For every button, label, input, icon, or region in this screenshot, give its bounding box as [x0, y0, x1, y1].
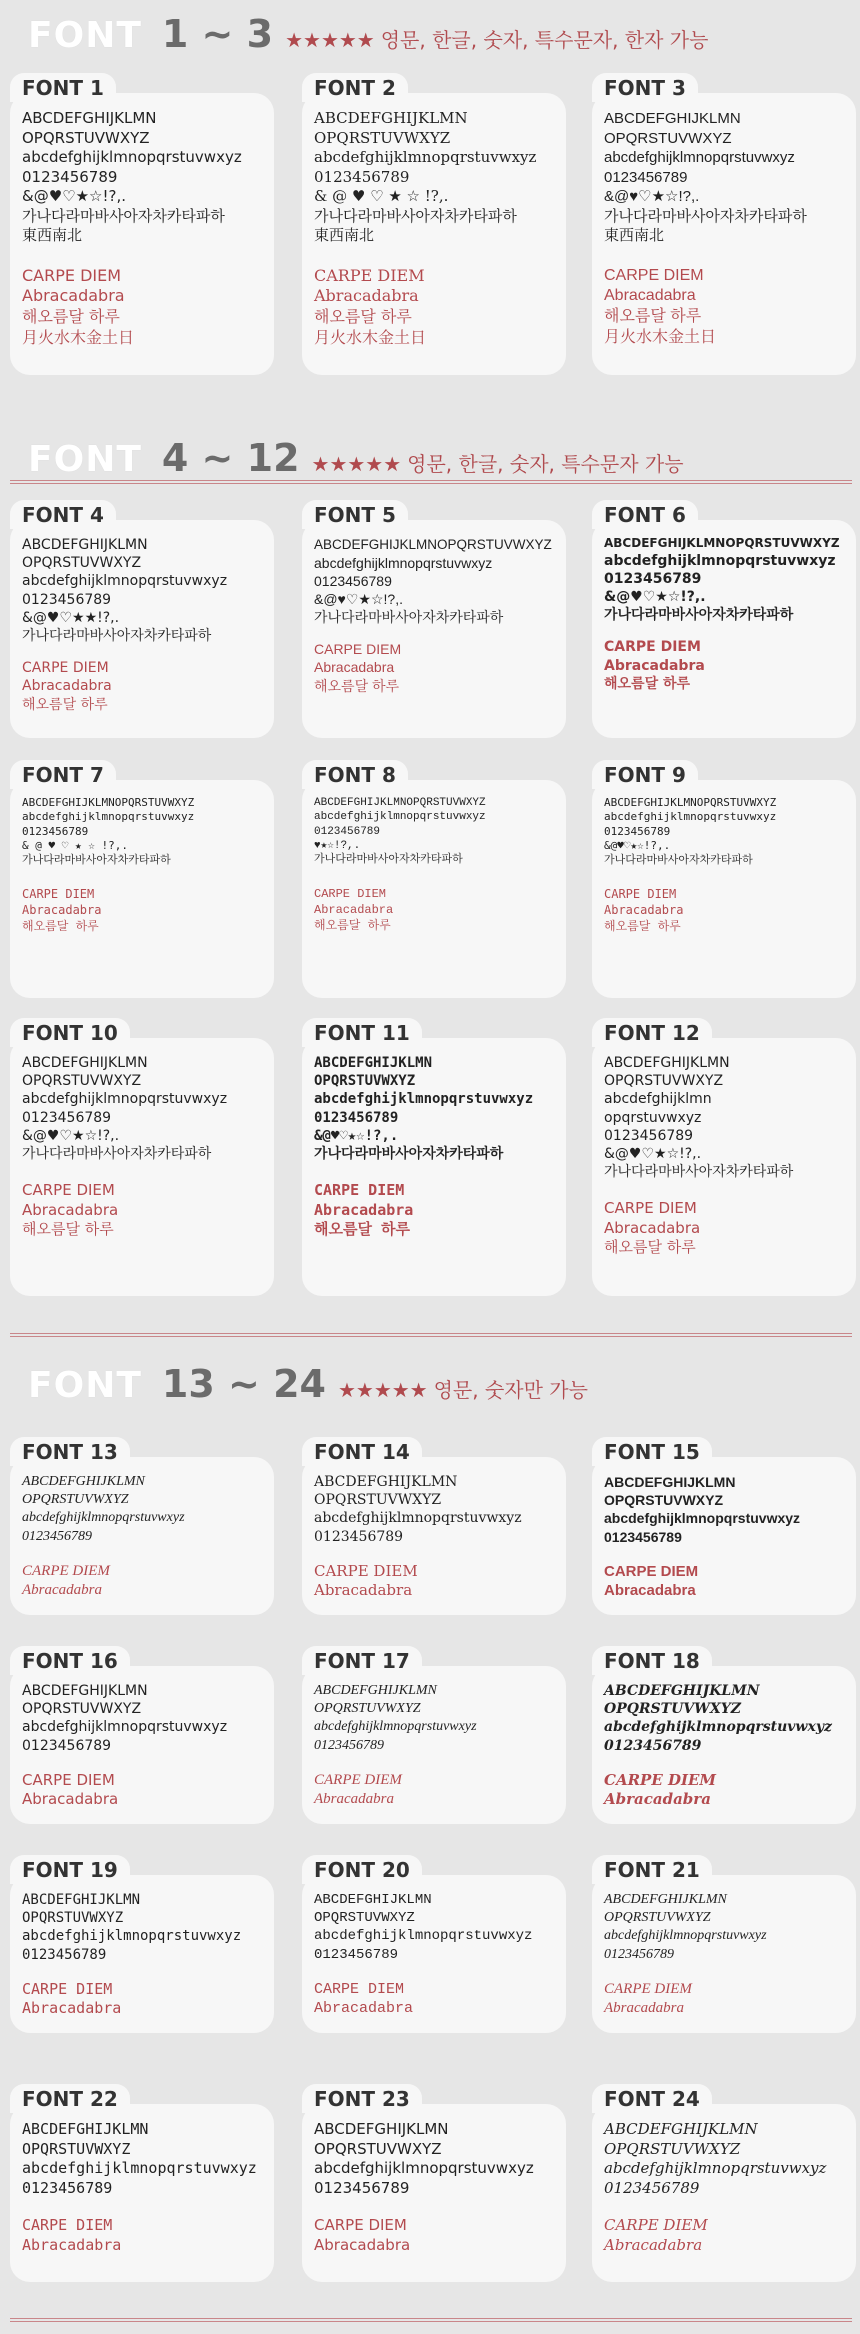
red-sample-line: 月火水木金土日	[604, 328, 717, 346]
sample-line: ABCDEFGHIJKLMN	[22, 1055, 148, 1071]
sample-line: abcdefghijklmnopqrstuvwxyz	[314, 1510, 522, 1527]
font-card-body	[10, 93, 274, 349]
sample-line: 0123456789	[314, 1946, 399, 1963]
sample-line: 0123456789	[314, 1109, 399, 1126]
sample-line: abcdefghijklmnopqrstuvwxyz	[604, 1510, 801, 1527]
red-sample-line: CARPE DIEM	[314, 2216, 407, 2234]
red-sample-line: CARPE DIEM	[22, 1562, 110, 1579]
sample-line: opqrstuvwxyz	[604, 1109, 702, 1126]
font-card	[10, 763, 274, 998]
red-sample-line: Abracadabra	[314, 659, 395, 676]
font-card-body	[10, 780, 274, 934]
red-sample-line: Abracadabra	[22, 2235, 122, 2254]
sample-line: abcdefghijklmnopqrstuvwxyz	[22, 2159, 257, 2177]
red-sample-line: 해오름달 하루	[22, 918, 99, 933]
font-card	[302, 1649, 566, 1824]
sample-line: 0123456789	[604, 1127, 694, 1144]
sample-line: abcdefghijklmnopqrstuvwxyz	[604, 2159, 827, 2177]
font-card-body	[302, 1457, 566, 1601]
sample-line: 0123456789	[604, 824, 671, 838]
sample-line: abcdefghijklmnopqrstuvwxyz	[22, 1091, 228, 1108]
sample-line: ♥★☆!?,.	[314, 839, 361, 852]
font-card-label: FONT 11	[302, 1018, 422, 1047]
spacer	[314, 1546, 558, 1562]
sample-line: abcdefghijklmnopqrstuvwxyz	[314, 148, 537, 166]
red-sample-line: CARPE DIEM	[314, 641, 402, 658]
font-card	[592, 1021, 856, 1296]
red-sample-line: Abracadabra	[22, 286, 125, 306]
font-card-label: FONT 10	[10, 1018, 130, 1047]
sample-line: 가나다라마바사아자차카타파하	[22, 627, 212, 644]
section-note-text: 영문, 한글, 숫자, 특수문자 가능	[407, 452, 684, 476]
sample-line: abcdefghijklmnopqrstuvwxyz	[604, 1719, 832, 1736]
font-card-body	[592, 93, 856, 349]
section-divider	[10, 1333, 852, 1337]
sample-line: ABCDEFGHIJKLMN	[604, 1892, 727, 1907]
spacer	[22, 645, 266, 659]
font-card-label: FONT 21	[592, 1855, 712, 1884]
font-card	[592, 763, 856, 998]
sample-line: ABCDEFGHIJKLMNOPQRSTUVWXYZ	[22, 796, 195, 809]
spacer	[22, 2198, 266, 2216]
sample-line: &@♥♡★☆!?,.	[604, 188, 700, 205]
spacer	[604, 624, 848, 638]
section-range: 1 ~ 3	[161, 12, 274, 56]
sample-line: OPQRSTUVWXYZ	[22, 1492, 129, 1508]
sample-line: OPQRSTUVWXYZ	[314, 1073, 416, 1090]
font-card-label: FONT 5	[302, 500, 408, 529]
font-card-label: FONT 7	[10, 760, 116, 789]
sample-line: 가나다라마바사아자차카타파하	[22, 206, 225, 225]
sample-line: ABCDEFGHIJKLMN	[22, 2120, 149, 2138]
section-header-4-12	[28, 436, 684, 480]
red-sample-line: Abracadabra	[314, 286, 419, 306]
sample-line: ABCDEFGHIJKLMN	[604, 1055, 730, 1071]
font-card-label: FONT 9	[592, 760, 698, 789]
sample-line: OPQRSTUVWXYZ	[314, 2139, 442, 2158]
sample-line: abcdefghijklmnopqrstuvwxyz	[314, 1719, 477, 1735]
sample-line: OPQRSTUVWXYZ	[22, 555, 142, 572]
font-card	[302, 763, 566, 998]
font-card	[302, 1021, 566, 1296]
font-card-label: FONT 1	[10, 73, 116, 102]
font-card-body	[10, 2104, 274, 2255]
red-sample-line: CARPE DIEM	[604, 266, 704, 284]
sample-line: abcdefghijklmnopqrstuvwxyz	[604, 149, 795, 166]
font-card-body	[10, 520, 274, 714]
red-sample-line: Abracadabra	[22, 678, 112, 695]
sample-line: ABCDEFGHIJKLMNOPQRSTUVWXYZ	[314, 537, 552, 552]
red-sample-line: Abracadabra	[604, 1218, 701, 1237]
spacer	[604, 2198, 848, 2216]
sample-line: 가나다라마바사아자차카타파하	[604, 207, 807, 225]
red-sample-line: 해오름달 하루	[314, 1220, 410, 1239]
spacer	[604, 1755, 848, 1771]
red-sample-line: Abracadabra	[22, 1999, 122, 2018]
sample-line: abcdefghijklmnopqrstuvwxyz	[314, 554, 493, 571]
sample-line: ABCDEFGHIJKLMNOPQRSTUVWXYZ	[604, 796, 777, 809]
spacer	[22, 1163, 266, 1181]
font-card-body	[302, 1666, 566, 1810]
font-card	[10, 1649, 274, 1824]
font-card	[10, 1021, 274, 1296]
section-font-word: FONT	[28, 15, 142, 56]
font-card-label: FONT 8	[302, 760, 408, 789]
font-card-body	[302, 1875, 566, 2019]
sample-line: abcdefghijklmnopqrstuvwxyz	[604, 1928, 767, 1944]
font-card-label: FONT 13	[10, 1437, 130, 1466]
red-sample-line: 해오름달 하루	[314, 677, 400, 694]
spacer	[314, 867, 558, 887]
sample-line: ABCDEFGHIJKLMN	[22, 109, 157, 127]
font-card-label: FONT 6	[592, 500, 698, 529]
sample-line: 0123456789	[314, 825, 381, 838]
sample-line: 東西南北	[604, 227, 665, 244]
font-card-label: FONT 16	[10, 1646, 130, 1675]
red-sample-line: 해오름달 하루	[604, 918, 681, 933]
sample-line: OPQRSTUVWXYZ	[22, 2139, 131, 2158]
sample-line: 가나다라마바사아자차카타파하	[604, 853, 753, 867]
font-card-body	[10, 1875, 274, 2019]
red-sample-line: 해오름달 하루	[604, 675, 691, 692]
sample-line: OPQRSTUVWXYZ	[604, 129, 732, 147]
section-range: 13 ~ 24	[161, 1362, 326, 1406]
red-sample-line: Abracadabra	[314, 1791, 394, 1808]
spacer	[22, 1964, 266, 1980]
sample-line: abcdefghijklmnopqrstuvwxyz	[22, 148, 242, 166]
font-card-body	[302, 1038, 566, 1240]
font-card-label: FONT 12	[592, 1018, 712, 1047]
font-card-label: FONT 22	[10, 2084, 130, 2113]
sample-line: abcdefghijklmnopqrstuvwxyz	[22, 1928, 242, 1945]
sample-line: OPQRSTUVWXYZ	[314, 1701, 421, 1717]
sample-line: & @ ♥ ♡ ★ ☆ !?,.	[314, 187, 449, 205]
red-sample-line: CARPE DIEM	[22, 1181, 115, 1200]
sample-line: ABCDEFGHIJKLMN	[604, 1683, 760, 1699]
font-card	[302, 2087, 566, 2282]
sample-line: OPQRSTUVWXYZ	[22, 1701, 142, 1718]
red-sample-line: CARPE DIEM	[314, 1561, 418, 1580]
font-card-body	[10, 1457, 274, 1601]
red-sample-line: Abracadabra	[22, 1790, 119, 1809]
sample-line: &@♥♡★☆!?,.	[22, 1127, 120, 1144]
red-sample-line: 月火水木金土日	[314, 327, 427, 347]
sample-line: OPQRSTUVWXYZ	[22, 128, 150, 147]
sample-line: ABCDEFGHIJKLMN	[604, 110, 741, 127]
sample-line: abcdefghijklmnopqrstuvwxyz	[314, 1091, 534, 1108]
font-card	[10, 503, 274, 738]
spacer	[604, 1964, 848, 1980]
sample-line: OPQRSTUVWXYZ	[22, 1910, 124, 1927]
sample-line: 가나다라마바사아자차카타파하	[314, 609, 504, 626]
sample-line: abcdefghijklmnopqrstuvwxyz	[314, 811, 486, 824]
sample-line: ABCDEFGHIJKLMN	[314, 1683, 437, 1698]
font-card-label: FONT 24	[592, 2084, 712, 2113]
sample-line: ABCDEFGHIJKLMN	[604, 2120, 758, 2138]
red-sample-line: CARPE DIEM	[314, 1181, 405, 1200]
sample-line: abcdefghijklmn	[604, 1091, 712, 1108]
sample-line: &@♥♡★☆!?,.	[604, 838, 671, 852]
sample-line: ABCDEFGHIJKLMN	[604, 1474, 736, 1490]
font-card-body	[592, 2104, 856, 2255]
stars-icon: ★★★★★	[337, 1378, 428, 1402]
sample-line: ABCDEFGHIJKLMN	[314, 1892, 432, 1908]
spacer	[604, 246, 848, 266]
sample-line: 가나다라마바사아자차카타파하	[314, 854, 463, 867]
sample-line: ABCDEFGHIJKLMN	[22, 1683, 148, 1699]
red-sample-line: CARPE DIEM	[22, 265, 122, 285]
red-sample-line: Abracadabra	[604, 2000, 684, 2017]
sample-line: abcdefghijklmnopqrstuvwxyz	[314, 2159, 534, 2177]
red-sample-line: 해오름달 하루	[604, 1238, 696, 1257]
sample-line: abcdefghijklmnopqrstuvwxyz	[22, 573, 228, 590]
spacer	[22, 867, 266, 887]
font-card-body	[592, 1666, 856, 1810]
red-sample-line: 해오름달 하루	[314, 307, 412, 327]
sample-line: OPQRSTUVWXYZ	[604, 2139, 741, 2158]
sample-line: 0123456789	[314, 572, 392, 589]
sample-line: OPQRSTUVWXYZ	[22, 1073, 142, 1090]
sample-line: 0123456789	[22, 1946, 107, 1963]
font-card-body	[592, 520, 856, 693]
sample-line: 가나다라마바사아자차카타파하	[314, 206, 517, 225]
section-font-word: FONT	[28, 439, 142, 480]
font-card-label: FONT 23	[302, 2084, 422, 2113]
section-note	[285, 24, 708, 53]
font-card	[10, 1440, 274, 1615]
red-sample-line: CARPE DIEM	[22, 1770, 115, 1789]
sample-line: 0123456789	[314, 2178, 410, 2197]
font-card	[10, 76, 274, 375]
section-divider	[10, 2318, 852, 2322]
font-card-label: FONT 4	[10, 500, 116, 529]
sample-line: 0123456789	[604, 168, 688, 186]
sample-line: &@♥♡★★!?,.	[22, 609, 120, 626]
section-note-text: 영문, 한글, 숫자, 특수문자, 한자 가능	[380, 28, 709, 52]
font-card	[592, 1649, 856, 1824]
sample-line: ABCDEFGHIJKLMN	[22, 537, 148, 553]
spacer	[22, 1546, 266, 1562]
red-sample-line: CARPE DIEM	[604, 1562, 699, 1580]
font-card-body	[10, 1666, 274, 1810]
sample-line: 가나다라마바사아자차카타파하	[604, 1164, 794, 1181]
spacer	[314, 2198, 558, 2216]
red-sample-line: Abracadabra	[604, 2235, 703, 2254]
font-card	[592, 503, 856, 738]
font-card	[10, 2087, 274, 2282]
sample-line: OPQRSTUVWXYZ	[604, 1701, 741, 1718]
sample-line: 가나다라마바사아자차카타파하	[314, 1145, 504, 1162]
red-sample-line: CARPE DIEM	[604, 1770, 717, 1789]
sample-line: 0123456789	[604, 570, 702, 587]
red-sample-line: Abracadabra	[604, 657, 705, 674]
red-sample-line: Abracadabra	[314, 2000, 414, 2018]
section-note-text: 영문, 숫자만 가능	[433, 1378, 588, 1402]
sample-line: 0123456789	[22, 591, 112, 608]
font-card-label: FONT 20	[302, 1855, 422, 1884]
font-card-label: FONT 15	[592, 1437, 712, 1466]
red-sample-line: Abracadabra	[314, 2235, 411, 2254]
red-sample-line: CARPE DIEM	[314, 1771, 402, 1788]
font-card	[302, 1440, 566, 1615]
red-sample-line: CARPE DIEM	[22, 2216, 113, 2234]
sample-line: ABCDEFGHIJKLMN	[22, 1474, 145, 1489]
sample-line: abcdefghijklmnopqrstuvwxyz	[604, 810, 777, 824]
font-card	[302, 76, 566, 375]
red-sample-line: CARPE DIEM	[604, 1199, 697, 1218]
font-card-label: FONT 3	[592, 73, 698, 102]
font-card-body	[302, 780, 566, 934]
stars-icon: ★★★★★	[285, 28, 375, 52]
sample-line: 0123456789	[604, 1737, 702, 1754]
font-card-label: FONT 18	[592, 1646, 712, 1675]
sample-line: ABCDEFGHIJKLMNOPQRSTUVWXYZ	[314, 797, 486, 809]
font-card-body	[302, 2104, 566, 2255]
sample-line: 0123456789	[22, 1737, 112, 1754]
sample-line: 0123456789	[22, 1528, 92, 1544]
red-sample-line: 해오름달 하루	[22, 307, 120, 327]
sample-line: abcdefghijklmnopqrstuvwxyz	[22, 1719, 228, 1736]
sample-line: ABCDEFGHIJKLMN	[22, 1892, 141, 1908]
spacer	[314, 1755, 558, 1771]
sample-line: 가나다라마바사아자차카타파하	[22, 1145, 212, 1162]
sample-line: 0123456789	[604, 2178, 700, 2197]
red-sample-line: 해오름달 하루	[604, 308, 702, 326]
sample-line: 東西南北	[314, 226, 375, 244]
font-card	[302, 1858, 566, 2033]
font-card	[592, 76, 856, 375]
font-card	[592, 2087, 856, 2282]
font-card-body	[592, 1457, 856, 1601]
font-card-body	[10, 1038, 274, 1240]
sample-line: OPQRSTUVWXYZ	[314, 1910, 415, 1927]
red-sample-line: Abracadabra	[314, 1200, 414, 1219]
red-sample-line: CARPE DIEM	[314, 1980, 405, 1998]
sample-line: 0123456789	[314, 1737, 384, 1753]
red-sample-line: Abracadabra	[604, 903, 684, 918]
spacer	[22, 1755, 266, 1771]
red-sample-line: CARPE DIEM	[22, 660, 109, 677]
sample-line: abcdefghijklmnopqrstuvwxyz	[22, 1510, 185, 1526]
section-divider	[10, 480, 852, 484]
font-card-label: FONT 17	[302, 1646, 422, 1675]
font-card-label: FONT 2	[302, 73, 408, 102]
spacer	[314, 1964, 558, 1980]
red-sample-line: Abracadabra	[604, 1790, 711, 1809]
sample-line: ABCDEFGHIJKLMN	[314, 1474, 458, 1490]
red-sample-line: 月火水木金土日	[22, 327, 135, 347]
font-card-body	[592, 1038, 856, 1258]
sample-line: & @ ♥ ♡ ★ ☆ !?,.	[22, 838, 128, 852]
section-range: 4 ~ 12	[161, 436, 300, 480]
font-card	[592, 1858, 856, 2033]
font-card-label: FONT 19	[10, 1855, 130, 1884]
sample-line: ABCDEFGHIJKLMN	[314, 2120, 449, 2138]
red-sample-line: Abracadabra	[604, 1582, 696, 1600]
red-sample-line: 해오름달 하루	[22, 1220, 114, 1239]
stars-icon: ★★★★★	[311, 452, 402, 476]
sample-line: 가나다라마바사아자차카타파하	[22, 853, 171, 867]
font-card-body	[592, 1875, 856, 2019]
sample-line: abcdefghijklmnopqrstuvwxyz	[22, 810, 195, 824]
red-sample-line: CARPE DIEM	[314, 887, 387, 902]
font-card-body	[302, 520, 566, 695]
sample-line: 0123456789	[22, 167, 118, 186]
sample-line: 東西南北	[22, 226, 83, 244]
red-sample-line: Abracadabra	[22, 1200, 119, 1219]
red-sample-line: CARPE DIEM	[604, 887, 677, 902]
section-note	[338, 1374, 588, 1403]
sample-line: 0123456789	[22, 1109, 112, 1126]
red-sample-line: CARPE DIEM	[604, 639, 701, 656]
sample-line: 0123456789	[604, 1528, 682, 1545]
font-card	[302, 503, 566, 738]
sample-line: &@♥♡★☆!?,.	[314, 590, 403, 607]
sample-line: &@♥♡★☆!?,.	[604, 588, 706, 605]
sample-line: 가나다라마바사아자차카타파하	[604, 607, 794, 624]
red-sample-line: Abracadabra	[604, 287, 696, 305]
red-sample-line: CARPE DIEM	[22, 1979, 113, 1998]
spacer	[22, 246, 266, 266]
font-card-body	[592, 780, 856, 934]
sample-line: OPQRSTUVWXYZ	[604, 1073, 724, 1090]
red-sample-line: CARPE DIEM	[314, 265, 425, 285]
sample-line: 0123456789	[314, 167, 410, 186]
red-sample-line: 해오름달 하루	[314, 918, 391, 933]
font-card-body	[302, 93, 566, 349]
sample-line: ABCDEFGHIJKLMN	[314, 1055, 433, 1071]
spacer	[604, 867, 848, 887]
font-card	[592, 1440, 856, 1615]
spacer	[314, 626, 558, 640]
red-sample-line: CARPE DIEM	[604, 1980, 692, 1997]
sample-line: 0123456789	[22, 2178, 113, 2197]
red-sample-line: Abracadabra	[314, 903, 394, 918]
font-card-label: FONT 14	[302, 1437, 422, 1466]
sample-line: abcdefghijklmnopqrstuvwxyz	[314, 1928, 533, 1945]
font-card	[10, 1858, 274, 2033]
sample-line: abcdefghijklmnopqrstuvwxyz	[604, 552, 836, 569]
sample-line: 0123456789	[604, 1946, 674, 1962]
spacer	[314, 246, 558, 266]
sample-line: OPQRSTUVWXYZ	[604, 1910, 711, 1926]
red-sample-line: Abracadabra	[22, 903, 102, 918]
spacer	[314, 1163, 558, 1181]
section-note	[312, 448, 684, 477]
sample-line: ABCDEFGHIJKLMNOPQRSTUVWXYZ	[604, 536, 840, 550]
sample-line: ABCDEFGHIJKLMN	[314, 109, 468, 127]
spacer	[604, 1546, 848, 1562]
sample-line: OPQRSTUVWXYZ	[314, 128, 451, 147]
red-sample-line: CARPE DIEM	[604, 2216, 708, 2234]
sample-line: OPQRSTUVWXYZ	[604, 1492, 724, 1509]
sample-line: 0123456789	[314, 1528, 404, 1545]
sample-line: &@♥♡★☆!?,.	[22, 187, 126, 205]
red-sample-line: 해오름달 하루	[22, 696, 108, 713]
section-header-13-24	[28, 1362, 588, 1406]
sample-line: 0123456789	[22, 824, 89, 838]
red-sample-line: Abracadabra	[314, 1581, 413, 1600]
sample-line: OPQRSTUVWXYZ	[314, 1492, 442, 1509]
sample-line: &@♥♡★☆!?,.	[314, 1127, 399, 1144]
section-header-1-3	[28, 12, 708, 56]
red-sample-line: Abracadabra	[22, 1582, 102, 1599]
section-font-word: FONT	[28, 1365, 142, 1406]
spacer	[604, 1181, 848, 1199]
red-sample-line: CARPE DIEM	[22, 887, 95, 902]
sample-line: &@♥♡★☆!?,.	[604, 1145, 702, 1162]
